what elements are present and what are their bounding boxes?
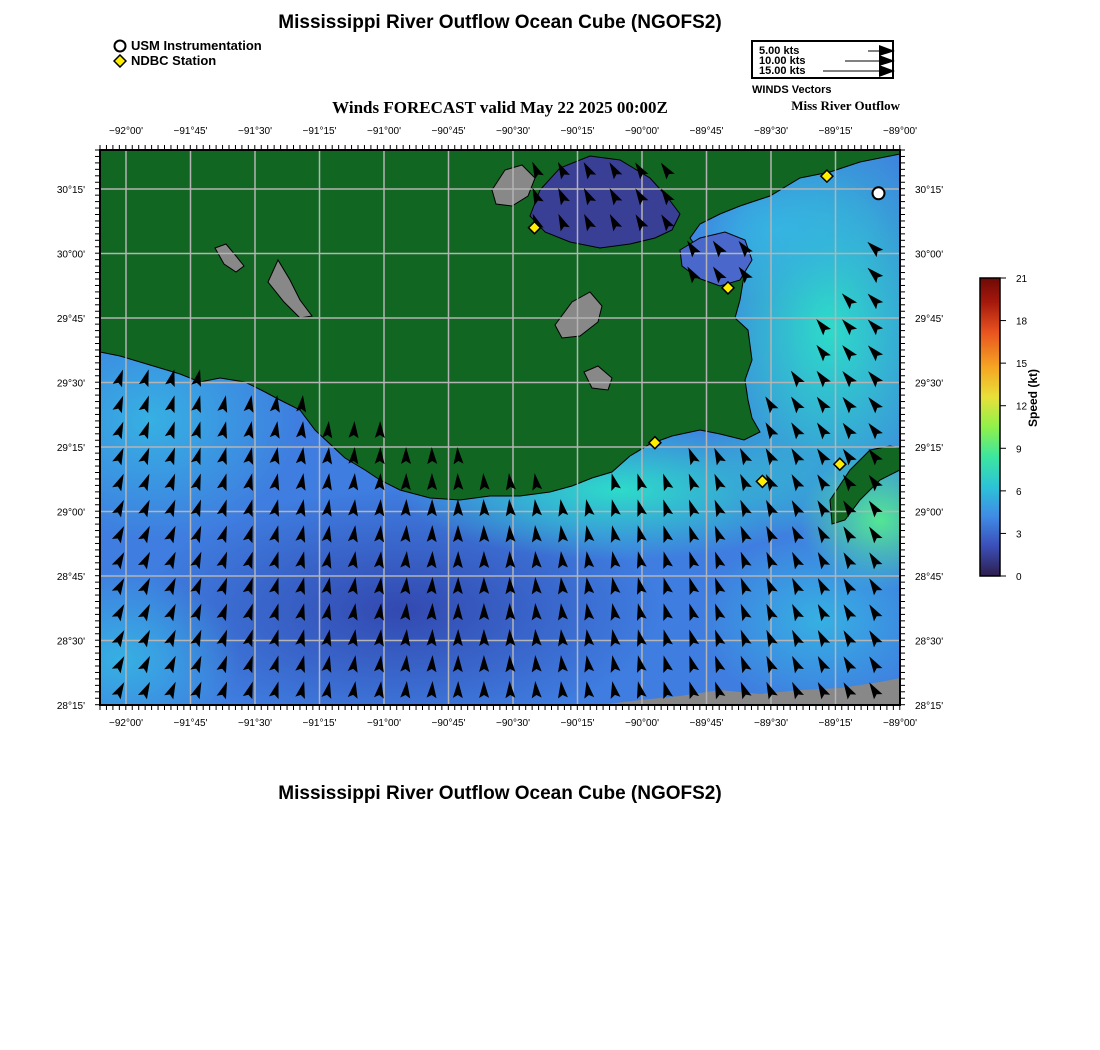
colorbar-tick-label: 12 (1016, 401, 1028, 413)
map-title-secondary: Mississippi River Outflow Ocean Cube (NGOFS2) (278, 783, 722, 804)
lat-tick-label-left: 29°45' (56, 314, 85, 325)
lon-tick-label-bottom: −90°15' (560, 718, 595, 729)
vector-legend-caption: WINDS Vectors (752, 84, 832, 96)
lon-tick-label-top: −90°15' (560, 126, 595, 137)
map-title: Mississippi River Outflow Ocean Cube (NGOFS2) (278, 12, 722, 33)
lon-tick-label-bottom: −92°00' (109, 718, 143, 729)
lat-tick-label-right: 28°30' (915, 636, 944, 648)
lat-tick-label-right: 30°00' (915, 249, 944, 261)
forecast-subtitle: Winds FORECAST valid May 22 2025 00:00Z (332, 98, 668, 117)
lon-tick-label-top: −89°45' (689, 126, 724, 137)
vector-legend-entry: 5.00 kts (759, 45, 800, 57)
lon-tick-label-bottom: −90°30' (496, 718, 530, 729)
lon-tick-label-top: −90°00' (625, 126, 659, 137)
colorbar-tick-label: 0 (1016, 572, 1022, 583)
lon-tick-label-bottom: −89°30' (754, 718, 788, 729)
legend-ndbc-label: NDBC Station (131, 53, 217, 68)
lon-tick-label-top: −91°30' (238, 126, 272, 137)
lat-tick-label-right: 29°30' (915, 378, 944, 390)
lon-tick-label-top: −91°15' (302, 126, 337, 137)
lon-tick-label-bottom: −91°45' (173, 718, 208, 729)
vector-legend-entry: 15.00 kts (759, 65, 806, 77)
lon-tick-label-top: −92°00' (109, 126, 143, 137)
colorbar-tick-label: 6 (1016, 486, 1022, 498)
colorbar-tick-label: 18 (1016, 316, 1028, 328)
lat-tick-label-right: 28°45' (915, 572, 944, 583)
usm-station-marker (873, 187, 885, 199)
lat-tick-label-right: 29°00' (915, 507, 944, 519)
lon-tick-label-bottom: −91°15' (302, 718, 337, 729)
lat-tick-label-left: 29°00' (56, 507, 85, 519)
lon-tick-label-top: −91°00' (367, 126, 401, 137)
lon-tick-label-top: −89°15' (818, 126, 853, 137)
lat-tick-label-left: 29°15' (56, 443, 85, 454)
lat-tick-label-right: 29°45' (915, 314, 944, 325)
legend-usm-label: USM Instrumentation (131, 38, 262, 53)
colorbar-label: Speed (kt) (1026, 368, 1040, 427)
colorbar-tick-label: 3 (1016, 529, 1022, 541)
lon-tick-label-top: −90°30' (496, 126, 530, 137)
lon-tick-label-top: −89°00' (883, 126, 917, 137)
colorbar-scale (980, 278, 1000, 576)
colorbar-tick-label: 15 (1016, 359, 1028, 371)
lat-tick-label-left: 29°30' (56, 378, 85, 390)
colorbar-tick-label: 21 (1016, 274, 1028, 285)
lat-tick-label-left: 28°30' (56, 636, 85, 648)
lon-tick-label-bottom: −91°00' (367, 718, 401, 729)
lon-tick-label-bottom: −89°15' (818, 718, 853, 729)
lat-tick-label-left: 28°45' (56, 572, 85, 583)
lon-tick-label-bottom: −89°00' (883, 718, 917, 729)
lat-tick-label-left: 30°00' (56, 249, 85, 261)
lon-tick-label-top: −90°45' (431, 126, 466, 137)
lon-tick-label-bottom: −89°45' (689, 718, 724, 729)
colorbar (980, 274, 1028, 583)
lat-tick-label-right: 29°15' (915, 443, 944, 454)
lat-tick-label-right: 30°15' (915, 185, 944, 196)
lon-tick-label-bottom: −90°45' (431, 718, 466, 729)
lat-tick-label-left: 30°15' (56, 185, 85, 196)
vector-legend-entry: 10.00 kts (759, 55, 806, 67)
lon-tick-label-bottom: −90°00' (625, 718, 659, 729)
colorbar-tick-label: 9 (1016, 444, 1022, 456)
lat-tick-label-left: 28°15' (56, 701, 85, 712)
lon-tick-label-bottom: −91°30' (238, 718, 272, 729)
lat-tick-label-right: 28°15' (915, 701, 944, 712)
lon-tick-label-top: −89°30' (754, 126, 788, 137)
region-label: Miss River Outflow (791, 98, 900, 113)
lon-tick-label-top: −91°45' (173, 126, 208, 137)
